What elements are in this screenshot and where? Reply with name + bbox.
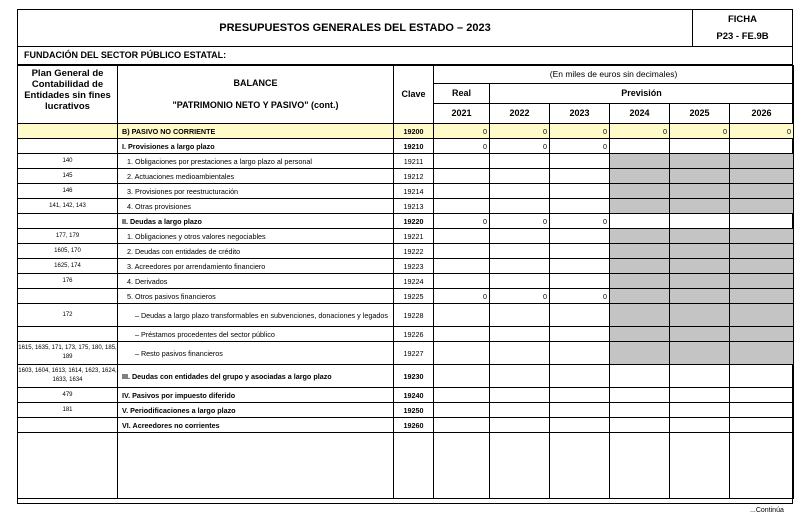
- year-header: 2025: [670, 104, 730, 124]
- value-cell[interactable]: [490, 403, 550, 418]
- value-cell[interactable]: [670, 259, 730, 274]
- pgc-accounts: 140: [18, 154, 118, 169]
- row-description: V. Periodificaciones a largo plazo: [118, 403, 394, 418]
- value-cell[interactable]: [550, 154, 610, 169]
- value-cell[interactable]: [670, 403, 730, 418]
- table-row: [18, 124, 794, 139]
- pgc-accounts: [18, 289, 118, 304]
- value-cell[interactable]: [434, 365, 490, 388]
- pgc-accounts: 177, 179: [18, 229, 118, 244]
- table-row: [18, 418, 794, 433]
- value-cell[interactable]: [610, 289, 670, 304]
- table-row: [18, 304, 794, 327]
- pgc-accounts: 145: [18, 169, 118, 184]
- page-title: PRESUPUESTOS GENERALES DEL ESTADO – 2023: [219, 22, 491, 34]
- value-cell[interactable]: [490, 244, 550, 259]
- pgc-accounts: 1603, 1604, 1613, 1614, 1623, 1624, 1633, 1634: [18, 365, 118, 388]
- row-clave: 19212: [394, 169, 434, 184]
- value-cell[interactable]: [434, 199, 490, 214]
- row-description: 3. Acreedores por arrendamiento financiero: [118, 259, 394, 274]
- value-cell[interactable]: [610, 418, 670, 433]
- value-cell[interactable]: [730, 244, 794, 259]
- empty-cell: [18, 433, 118, 499]
- value-cell[interactable]: [550, 304, 610, 327]
- row-clave: 19250: [394, 403, 434, 418]
- value-cell[interactable]: [434, 154, 490, 169]
- value-cell[interactable]: [610, 154, 670, 169]
- row-clave: 19220: [394, 214, 434, 229]
- table-row: [18, 214, 794, 229]
- value-cell[interactable]: [434, 274, 490, 289]
- value-cell[interactable]: [610, 342, 670, 365]
- value-cell[interactable]: [610, 229, 670, 244]
- value-cell[interactable]: 0: [610, 124, 670, 139]
- value-cell[interactable]: [434, 184, 490, 199]
- row-clave: 19227: [394, 342, 434, 365]
- row-clave: 19240: [394, 388, 434, 403]
- row-description: 3. Provisiones por reestructuración: [118, 184, 394, 199]
- value-cell[interactable]: [730, 199, 794, 214]
- value-cell[interactable]: [434, 229, 490, 244]
- value-cell[interactable]: [670, 229, 730, 244]
- year-header: 2022: [490, 104, 550, 124]
- value-cell[interactable]: [490, 169, 550, 184]
- value-cell[interactable]: [434, 342, 490, 365]
- value-cell[interactable]: [730, 154, 794, 169]
- value-cell[interactable]: [730, 342, 794, 365]
- value-cell[interactable]: [550, 244, 610, 259]
- header-clave: Clave: [394, 66, 434, 124]
- pgc-accounts: [18, 139, 118, 154]
- header-prevision: Previsión: [490, 84, 794, 104]
- value-cell[interactable]: [550, 388, 610, 403]
- year-header: 2026: [730, 104, 794, 124]
- value-cell[interactable]: 0: [490, 124, 550, 139]
- header-real: Real: [434, 84, 490, 104]
- table-row: [18, 365, 794, 388]
- balance-table: [17, 65, 794, 499]
- header-balance: [118, 66, 394, 124]
- value-cell[interactable]: [610, 327, 670, 342]
- value-cell[interactable]: [730, 214, 794, 229]
- row-description: – Préstamos procedentes del sector público: [118, 327, 394, 342]
- value-cell[interactable]: 0: [490, 289, 550, 304]
- header-plan: Plan General de Contabilidad de Entidades sin fines lucrativos: [18, 66, 118, 124]
- value-cell[interactable]: [434, 259, 490, 274]
- value-cell[interactable]: [730, 229, 794, 244]
- value-cell[interactable]: [670, 327, 730, 342]
- pgc-accounts: [18, 327, 118, 342]
- value-cell[interactable]: [490, 154, 550, 169]
- value-cell[interactable]: [434, 403, 490, 418]
- value-cell[interactable]: 0: [550, 124, 610, 139]
- pgc-accounts: 146: [18, 184, 118, 199]
- row-clave: 19226: [394, 327, 434, 342]
- value-cell[interactable]: [490, 229, 550, 244]
- value-cell[interactable]: 0: [490, 214, 550, 229]
- title-band: [18, 10, 792, 47]
- table-row: [18, 403, 794, 418]
- value-cell[interactable]: [550, 418, 610, 433]
- pgc-accounts: 479: [18, 388, 118, 403]
- value-cell[interactable]: [610, 388, 670, 403]
- value-cell[interactable]: [730, 304, 794, 327]
- value-cell[interactable]: [610, 199, 670, 214]
- table-row: [18, 199, 794, 214]
- value-cell[interactable]: [434, 327, 490, 342]
- table-row: [18, 139, 794, 154]
- value-cell[interactable]: [490, 327, 550, 342]
- row-description: I. Provisiones a largo plazo: [118, 139, 394, 154]
- row-clave: 19230: [394, 365, 434, 388]
- value-cell[interactable]: [490, 365, 550, 388]
- value-cell[interactable]: [670, 365, 730, 388]
- row-description: 5. Otros pasivos financieros: [118, 289, 394, 304]
- pgc-accounts: [18, 418, 118, 433]
- ficha-code: P23 - FE.9B: [716, 31, 769, 42]
- value-cell[interactable]: [610, 259, 670, 274]
- value-cell[interactable]: [730, 418, 794, 433]
- value-cell[interactable]: [610, 184, 670, 199]
- row-clave: 19213: [394, 199, 434, 214]
- value-cell[interactable]: [550, 365, 610, 388]
- value-cell[interactable]: [610, 214, 670, 229]
- value-cell[interactable]: [730, 139, 794, 154]
- pgc-accounts: 1605, 170: [18, 244, 118, 259]
- table-row: [18, 259, 794, 274]
- value-cell[interactable]: [730, 388, 794, 403]
- empty-cell: [434, 433, 490, 499]
- value-cell[interactable]: 0: [730, 124, 794, 139]
- value-cell[interactable]: 0: [550, 289, 610, 304]
- ficha-label: FICHA: [727, 14, 758, 25]
- value-cell[interactable]: 0: [490, 139, 550, 154]
- budget-form: [17, 9, 793, 504]
- value-cell[interactable]: [670, 184, 730, 199]
- row-description: 2. Deudas con entidades de crédito: [118, 244, 394, 259]
- value-cell[interactable]: 0: [550, 139, 610, 154]
- value-cell[interactable]: [490, 199, 550, 214]
- row-clave: 19223: [394, 259, 434, 274]
- value-cell[interactable]: [550, 403, 610, 418]
- pgc-accounts: 172: [18, 304, 118, 327]
- value-cell[interactable]: [730, 169, 794, 184]
- row-clave: 19221: [394, 229, 434, 244]
- empty-cell: [730, 433, 794, 499]
- value-cell[interactable]: [730, 365, 794, 388]
- table-row: [18, 327, 794, 342]
- value-cell[interactable]: [434, 244, 490, 259]
- value-cell[interactable]: [490, 184, 550, 199]
- table-row: [18, 169, 794, 184]
- row-clave: 19222: [394, 244, 434, 259]
- value-cell[interactable]: [610, 304, 670, 327]
- table-row: [18, 184, 794, 199]
- empty-cell: [118, 433, 394, 499]
- value-cell[interactable]: [670, 139, 730, 154]
- value-cell[interactable]: 0: [434, 139, 490, 154]
- row-clave: 19211: [394, 154, 434, 169]
- table-row: [18, 388, 794, 403]
- pgc-accounts: 1625, 174: [18, 259, 118, 274]
- row-description: 1. Obligaciones por prestaciones a largo plazo al personal: [118, 154, 394, 169]
- value-cell[interactable]: [550, 229, 610, 244]
- row-clave: 19214: [394, 184, 434, 199]
- value-cell[interactable]: [490, 342, 550, 365]
- value-cell[interactable]: [434, 388, 490, 403]
- table-row: [18, 289, 794, 304]
- row-description: 1. Obligaciones y otros valores negociables: [118, 229, 394, 244]
- value-cell[interactable]: 0: [434, 214, 490, 229]
- row-description: 2. Actuaciones medioambientales: [118, 169, 394, 184]
- year-header: 2021: [434, 104, 490, 124]
- value-cell[interactable]: [730, 274, 794, 289]
- row-description: – Resto pasivos financieros: [118, 342, 394, 365]
- value-cell[interactable]: [610, 365, 670, 388]
- value-cell[interactable]: [550, 259, 610, 274]
- row-description: II. Deudas a largo plazo: [118, 214, 394, 229]
- value-cell[interactable]: [670, 388, 730, 403]
- table-row: [18, 229, 794, 244]
- value-cell[interactable]: [730, 259, 794, 274]
- empty-cell: [394, 433, 434, 499]
- pgc-accounts: 1615, 1635, 171, 173, 175, 180, 185, 189: [18, 342, 118, 365]
- row-description: – Deudas a largo plazo transformables en subvenciones, donaciones y legados: [118, 304, 394, 327]
- value-cell[interactable]: [670, 214, 730, 229]
- value-cell[interactable]: 0: [550, 214, 610, 229]
- empty-cell: [670, 433, 730, 499]
- table-row: [18, 244, 794, 259]
- year-header: 2023: [550, 104, 610, 124]
- value-cell[interactable]: [670, 289, 730, 304]
- entity-label: FUNDACIÓN DEL SECTOR PÚBLICO ESTATAL:: [18, 46, 792, 65]
- value-cell[interactable]: [610, 169, 670, 184]
- row-description: 4. Otras provisiones: [118, 199, 394, 214]
- row-clave: 19260: [394, 418, 434, 433]
- value-cell[interactable]: [434, 304, 490, 327]
- value-cell[interactable]: [670, 154, 730, 169]
- row-clave: 19225: [394, 289, 434, 304]
- value-cell[interactable]: [490, 274, 550, 289]
- pgc-accounts: [18, 214, 118, 229]
- row-description: III. Deudas con entidades del grupo y asociadas a largo plazo: [118, 365, 394, 388]
- header-balance-title: BALANCE: [233, 78, 278, 88]
- value-cell[interactable]: [550, 327, 610, 342]
- pgc-accounts: [18, 124, 118, 139]
- row-description: VI. Acreedores no corrientes: [118, 418, 394, 433]
- value-cell[interactable]: [550, 342, 610, 365]
- value-cell[interactable]: [550, 184, 610, 199]
- value-cell[interactable]: 0: [434, 124, 490, 139]
- continues-note: ...Continúa: [750, 507, 784, 514]
- value-cell[interactable]: [610, 139, 670, 154]
- row-clave: 19200: [394, 124, 434, 139]
- empty-cell: [610, 433, 670, 499]
- pgc-accounts: 141, 142, 143: [18, 199, 118, 214]
- value-cell[interactable]: [550, 199, 610, 214]
- table-row: [18, 154, 794, 169]
- header-units: (En miles de euros sin decimales): [434, 66, 794, 84]
- empty-cell: [550, 433, 610, 499]
- value-cell[interactable]: [550, 169, 610, 184]
- value-cell[interactable]: [610, 274, 670, 289]
- value-cell[interactable]: [550, 274, 610, 289]
- value-cell[interactable]: [670, 418, 730, 433]
- value-cell[interactable]: [670, 304, 730, 327]
- value-cell[interactable]: [490, 259, 550, 274]
- value-cell[interactable]: 0: [434, 289, 490, 304]
- value-cell[interactable]: [670, 169, 730, 184]
- row-clave: 19224: [394, 274, 434, 289]
- ficha-box: [692, 10, 792, 46]
- value-cell[interactable]: [610, 403, 670, 418]
- empty-filler-row: [18, 433, 794, 499]
- value-cell[interactable]: [670, 342, 730, 365]
- pgc-accounts: 181: [18, 403, 118, 418]
- row-clave: 19228: [394, 304, 434, 327]
- empty-cell: [490, 433, 550, 499]
- value-cell[interactable]: [490, 388, 550, 403]
- value-cell[interactable]: [434, 169, 490, 184]
- header-balance-subtitle: "PATRIMONIO NETO Y PASIVO" (cont.): [172, 100, 339, 110]
- value-cell[interactable]: [670, 244, 730, 259]
- row-description: 4. Derivados: [118, 274, 394, 289]
- value-cell[interactable]: [670, 274, 730, 289]
- value-cell[interactable]: 0: [670, 124, 730, 139]
- table-row: [18, 342, 794, 365]
- value-cell[interactable]: [730, 289, 794, 304]
- year-header: 2024: [610, 104, 670, 124]
- value-cell[interactable]: [730, 403, 794, 418]
- value-cell[interactable]: [434, 418, 490, 433]
- value-cell[interactable]: [730, 184, 794, 199]
- value-cell[interactable]: [670, 199, 730, 214]
- pgc-accounts: 176: [18, 274, 118, 289]
- value-cell[interactable]: [610, 244, 670, 259]
- table-row: [18, 274, 794, 289]
- row-description: B) PASIVO NO CORRIENTE: [118, 124, 394, 139]
- value-cell[interactable]: [490, 418, 550, 433]
- value-cell[interactable]: [730, 327, 794, 342]
- value-cell[interactable]: [490, 304, 550, 327]
- row-clave: 19210: [394, 139, 434, 154]
- row-description: IV. Pasivos por impuesto diferido: [118, 388, 394, 403]
